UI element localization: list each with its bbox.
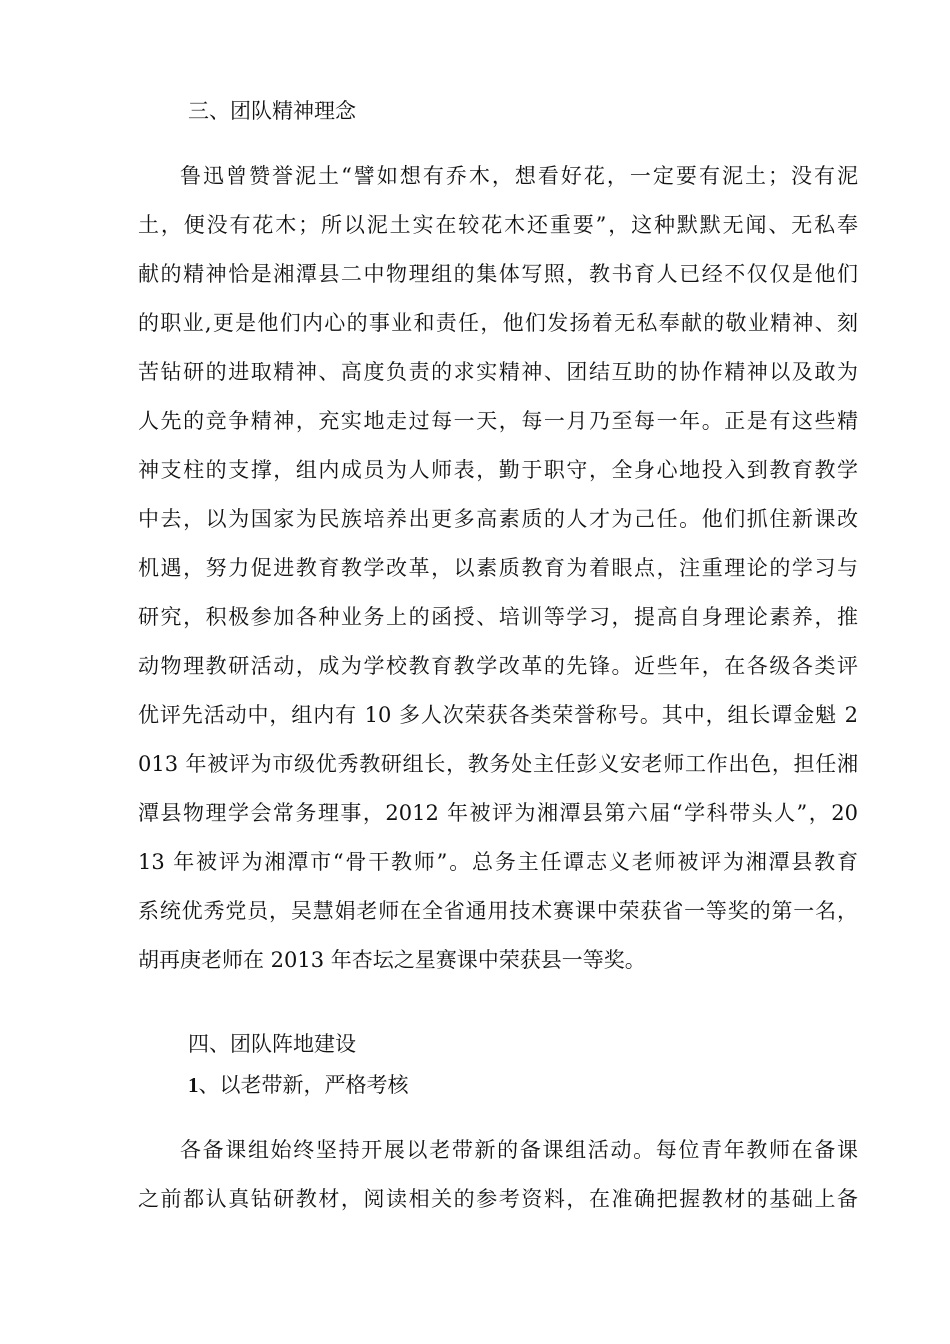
paragraph-line: 013 年被评为市级优秀教研组长，教务处主任彭义安老师工作出色，担任湘 [138, 752, 858, 776]
paragraph-line: 的职业,更是他们内心的事业和责任，他们发扬着无私奉献的敬业精神、刻 [138, 311, 858, 335]
paragraph-line: 动物理教研活动，成为学校教育教学改革的先锋。近些年，在各级各类评 [138, 654, 858, 678]
paragraph-line: 研究，积极参加各种业务上的函授、培训等学习，提高自身理论素养，推 [138, 605, 858, 629]
subsection-heading-1 [188, 1070, 409, 1100]
paragraph-line: 土，便没有花木；所以泥土实在较花木还重要”，这种默默无闻、无私奉 [138, 213, 858, 237]
paragraph-line: 胡再庚老师在 2013 年杏坛之星赛课中荣获县一等奖。 [138, 948, 646, 972]
subsection-title: 、以老带新，严格考核 [198, 1073, 409, 1097]
paragraph-line: 各备课组始终坚持开展以老带新的备课组活动。每位青年教师在备课 [180, 1138, 858, 1162]
paragraph-line: 中去，以为国家为民族培养出更多高素质的人才为己任。他们抓住新课改 [138, 507, 858, 531]
paragraph-line: 鲁迅曾赞誉泥土“譬如想有乔木，想看好花，一定要有泥土；没有泥 [180, 164, 858, 188]
paragraph-line: 神支柱的支撑，组内成员为人师表，勤于职守，全身心地投入到教育教学 [138, 458, 858, 482]
paragraph-line: 机遇，努力促进教育教学改革，以素质教育为着眼点，注重理论的学习与 [138, 556, 858, 580]
paragraph-line: 优评先活动中，组内有 10 多人次荣获各类荣誉称号。其中，组长谭金魁 2 [138, 703, 858, 727]
paragraph-line: 人先的竞争精神，充实地走过每一天，每一月乃至每一年。正是有这些精 [138, 409, 858, 433]
section-heading-4: 四、团队阵地建设 [188, 1032, 356, 1056]
paragraph-line: 之前都认真钻研教材，阅读相关的参考资料，在准确把握教材的基础上备 [138, 1187, 858, 1211]
section-heading-3: 三、团队精神理念 [188, 99, 356, 123]
paragraph-line: 献的精神恰是湘潭县二中物理组的集体写照，教书育人已经不仅仅是他们 [138, 262, 858, 286]
paragraph-line: 苦钻研的进取精神、高度负责的求实精神、团结互助的协作精神以及敢为 [138, 360, 858, 384]
paragraph-line: 系统优秀党员，吴慧娟老师在全省通用技术赛课中荣获省一等奖的第一名， [138, 899, 858, 923]
paragraph-line: 13 年被评为湘潭市“骨干教师”。总务主任谭志义老师被评为湘潭县教育 [138, 850, 858, 874]
paragraph-line: 潭县物理学会常务理事，2012 年被评为湘潭县第六届“学科带头人”，20 [138, 801, 858, 825]
subsection-number: 1 [188, 1073, 199, 1097]
